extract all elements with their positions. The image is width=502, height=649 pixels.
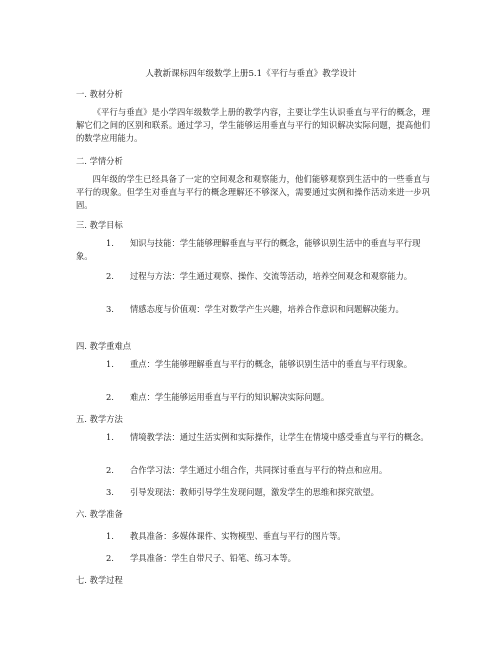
section-heading: 一. 教材分析 [76,89,123,99]
item-text: 知识与技能：学生能够理解垂直与平行的概念，能够识别生活中的垂直与平行现象。 [76,238,421,262]
section-heading: 六. 教学准备 [76,509,123,519]
list-item [76,270,430,283]
document-title: 人教新课标四年级数学上册5.1《平行与垂直》教学设计 [145,69,357,79]
section-heading: 五. 教学方法 [76,414,123,424]
list-item [76,303,430,316]
list-item [76,464,430,477]
item-text: 引导发现法：教师引导学生发现问题，激发学生的思维和探究欲望。 [130,487,379,497]
section-paragraph-1 [76,106,430,146]
item-number: 1. [106,432,114,442]
item-number: 2. [106,553,114,563]
section-paragraph-2 [76,173,430,213]
section-heading: 四. 教学重难点 [76,341,132,351]
item-number: 1. [106,531,114,541]
item-number: 2. [106,392,114,402]
paragraph: 四年级的学生已经具备了一定的空间观念和观察能力，他们能够观察到生活中的一些垂直与平行的现象。但学生对垂直与平行的概念理解还不够深入，需要通过实例和操作活动来进一步巩固。 [76,174,430,211]
section-heading: 七. 教学过程 [76,575,123,585]
section-heading: 三. 教学目标 [76,220,123,230]
item-number: 2. [106,271,114,281]
list-item [76,552,430,565]
section-heading-1 [76,88,430,101]
item-number: 2. [106,465,114,475]
item-text: 重点：学生能够理解垂直与平行的概念，能够识别生活中的垂直与平行现象。 [130,359,413,369]
item-text: 情境教学法：通过生活实例和实际操作，让学生在情境中感受垂直与平行的概念。 [130,432,429,442]
item-text: 难点：学生能够运用垂直与平行的知识解决实际问题。 [130,392,330,402]
item-text: 学具准备：学生自带尺子、铅笔、练习本等。 [130,553,296,563]
section-heading-6 [76,508,430,521]
item-number: 1. [106,238,114,248]
paragraph: 《平行与垂直》是小学四年级数学上册的教学内容，主要让学生认识垂直与平行的概念，理解它们之间的区别和联系。通过学习，学生能够运用垂直与平行的知识解决实际问题，提高他们的数学应用能力。 [76,107,430,144]
item-number: 3. [106,487,114,497]
list-item [76,530,430,543]
item-number: 1. [106,359,114,369]
list-item [76,391,430,404]
item-text: 情感态度与价值观：学生对数学产生兴趣，培养合作意识和问题解决能力。 [130,304,404,314]
item-number: 3. [106,304,114,314]
section-heading-3 [76,219,430,232]
section-heading-7 [76,574,430,587]
section-heading-4 [76,340,430,353]
section-heading-5 [76,413,430,426]
list-item [76,431,430,444]
list-item [76,358,430,371]
section-heading: 二. 学情分析 [76,156,123,166]
item-text: 过程与方法：学生通过观察、操作、交流等活动，培养空间观念和观察能力。 [130,271,413,281]
item-text: 教具准备：多媒体课件、实物模型、垂直与平行的图片等。 [130,531,346,541]
list-item [76,486,430,499]
section-heading-2 [76,155,430,168]
list-item [76,237,430,263]
item-text: 合作学习法：学生通过小组合作，共同探讨垂直与平行的特点和应用。 [130,465,388,475]
